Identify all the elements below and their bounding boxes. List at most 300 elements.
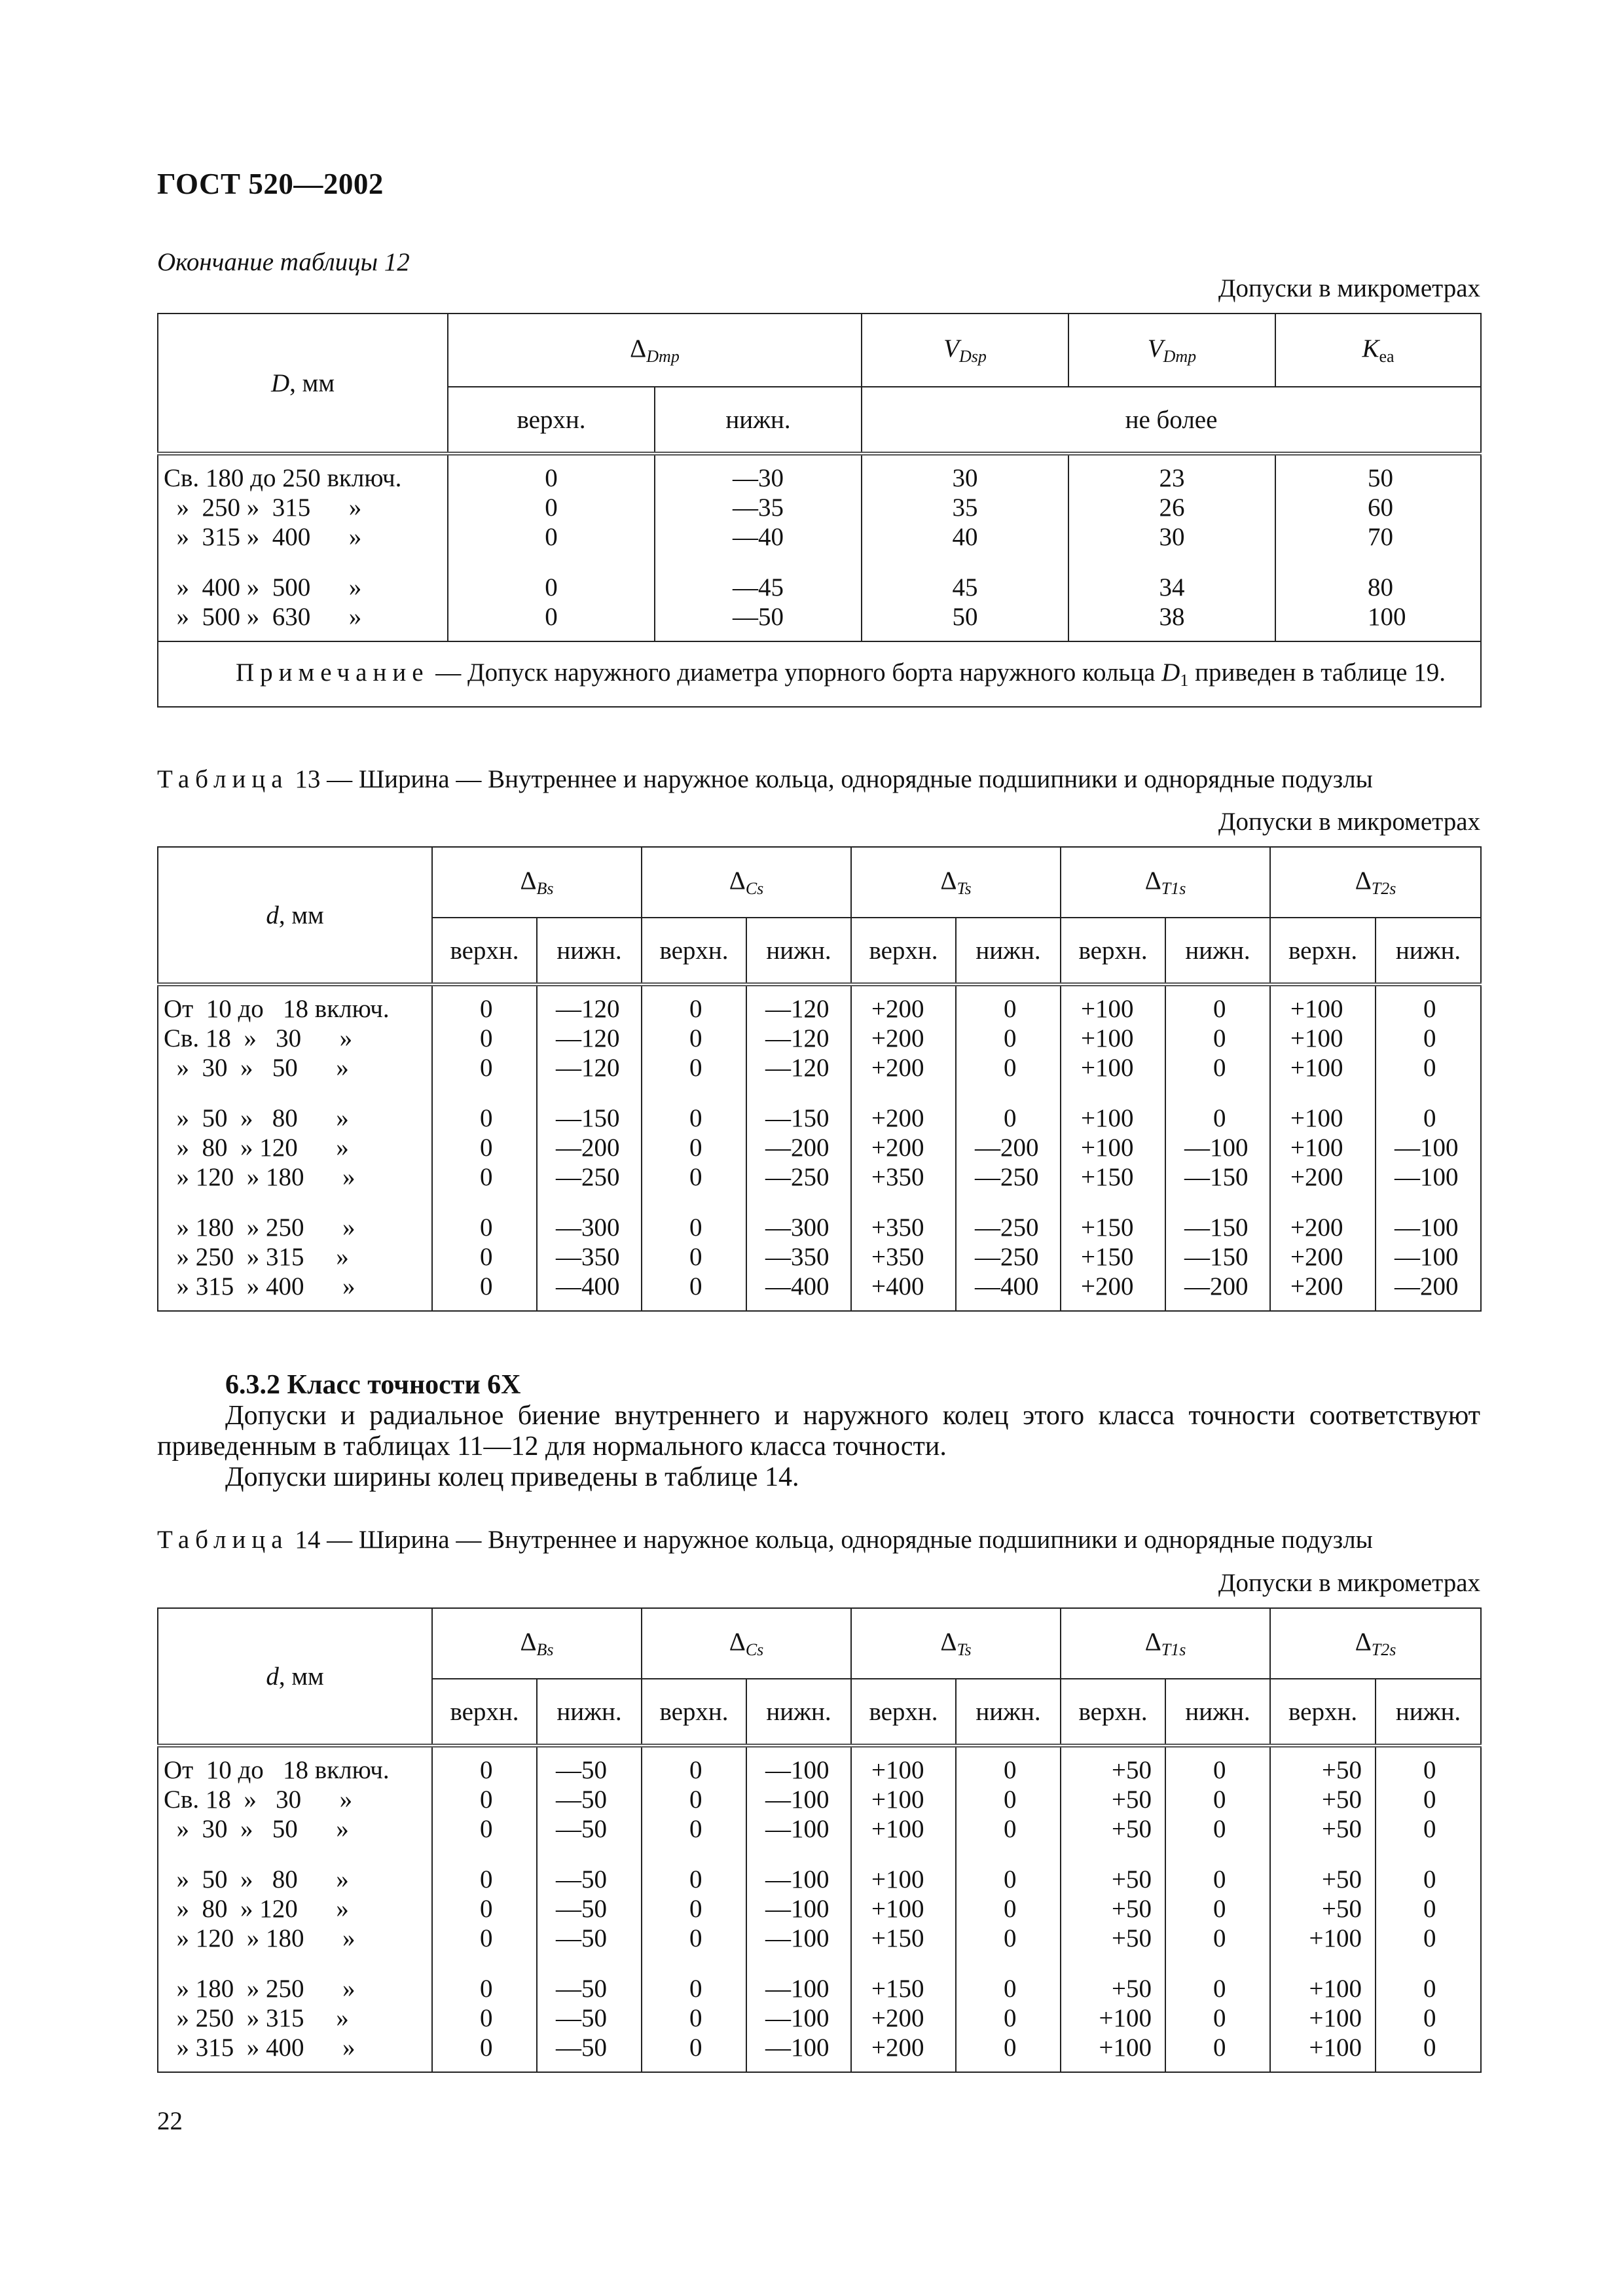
subheader-lower: нижн. xyxy=(956,1679,1061,1746)
header-diameter-unit: , мм xyxy=(278,1662,324,1691)
cell-value: 0 xyxy=(448,573,655,602)
subheader-lower: нижн. xyxy=(1376,1679,1481,1746)
cell-value: +100 xyxy=(1270,1024,1376,1053)
caption-word: Таблица xyxy=(157,765,289,793)
cell-value: —150 xyxy=(1165,1213,1270,1242)
cell-value: 0 xyxy=(642,1133,746,1162)
cell-value: —120 xyxy=(537,994,642,1024)
cell-value: —400 xyxy=(956,1272,1061,1301)
caption-text: 14 — Ширина — Внутреннее и наружное кольца, однорядные подшипники и однорядные подузлы xyxy=(288,1526,1373,1554)
delta-subscript: T2s xyxy=(1371,879,1396,898)
cell-value: 0 xyxy=(956,994,1061,1024)
subheader-lower: нижн. xyxy=(746,918,851,984)
cell-value: +200 xyxy=(1270,1162,1376,1192)
cell-value: —100 xyxy=(746,2033,851,2062)
cell-value: —150 xyxy=(537,1103,642,1133)
cell-value: 0 xyxy=(432,1814,537,1844)
note-text: — Допуск наружного диаметра упорного борта наружного кольца xyxy=(429,658,1162,687)
cell-value: 50 xyxy=(1275,463,1481,493)
v-subscript: Dmp xyxy=(1163,347,1197,366)
header-group xyxy=(642,1608,851,1679)
cell-value: 0 xyxy=(1165,1894,1270,1924)
cell-value: 0 xyxy=(1376,1053,1481,1083)
row-range: » 180 » 250 » xyxy=(158,1213,432,1242)
header-diameter xyxy=(158,847,432,984)
cell-value: 0 xyxy=(1376,1103,1481,1133)
cell-value: 0 xyxy=(642,1755,746,1785)
cell-value: +200 xyxy=(851,1103,956,1133)
delta-symbol: Δ xyxy=(1144,867,1161,895)
delta-subscript: T1s xyxy=(1161,1640,1186,1659)
table-row xyxy=(158,2003,1481,2033)
row-range: » 50 » 80 » xyxy=(158,1103,432,1133)
cell-value: +100 xyxy=(851,1894,956,1924)
cell-value: —150 xyxy=(1165,1242,1270,1272)
subheader-upper: верхн. xyxy=(851,918,956,984)
cell-value: —30 xyxy=(655,463,862,493)
cell-value: 0 xyxy=(1376,1924,1481,1953)
cell-value: —120 xyxy=(746,994,851,1024)
cell-value: 0 xyxy=(642,1894,746,1924)
table-row xyxy=(158,1814,1481,1844)
cell-value: 34 xyxy=(1068,573,1275,602)
cell-value: 0 xyxy=(642,1814,746,1844)
cell-value: 23 xyxy=(1068,463,1275,493)
cell-value: —35 xyxy=(655,493,862,522)
cell-value: 0 xyxy=(642,1103,746,1133)
header-group xyxy=(1270,847,1481,918)
cell-value: —50 xyxy=(537,1755,642,1785)
cell-value: 0 xyxy=(432,1103,537,1133)
table-row xyxy=(158,573,1481,602)
v-subscript: Dsp xyxy=(958,347,987,366)
cell-value: +50 xyxy=(1270,1865,1376,1894)
cell-value: —50 xyxy=(537,1814,642,1844)
cell-value: 0 xyxy=(1165,1755,1270,1785)
cell-value: +50 xyxy=(1061,1924,1165,1953)
header-group xyxy=(1061,1608,1270,1679)
table-continuation-label: Окончание таблицы 12 xyxy=(157,248,410,276)
cell-value: 80 xyxy=(1275,573,1481,602)
header-vdsp xyxy=(862,314,1068,387)
cell-value: —120 xyxy=(537,1024,642,1053)
cell-value: —200 xyxy=(1165,1272,1270,1301)
header-group xyxy=(1270,1608,1481,1679)
cell-value: 0 xyxy=(956,2003,1061,2033)
cell-value: 0 xyxy=(642,1213,746,1242)
table-row xyxy=(158,1024,1481,1053)
cell-value: —45 xyxy=(655,573,862,602)
table-12 xyxy=(157,313,1482,708)
cell-value: 0 xyxy=(1376,1785,1481,1814)
row-range: Св. 18 » 30 » xyxy=(158,1785,432,1814)
cell-value: 0 xyxy=(642,1272,746,1301)
row-range: Св. 180 до 250 включ. xyxy=(158,463,448,493)
cell-value: +200 xyxy=(1270,1242,1376,1272)
cell-value: —150 xyxy=(746,1103,851,1133)
table-14 xyxy=(157,1607,1482,2073)
subheader-lower: нижн. xyxy=(1165,918,1270,984)
table-row xyxy=(158,1162,1481,1192)
cell-value: 0 xyxy=(1165,2003,1270,2033)
cell-value: +50 xyxy=(1270,1755,1376,1785)
table-row xyxy=(158,1924,1481,1953)
cell-value: 0 xyxy=(432,1974,537,2003)
header-group xyxy=(1061,847,1270,918)
cell-value: 0 xyxy=(1376,1865,1481,1894)
k-symbol: K xyxy=(1362,334,1379,363)
units-note: Допуски в микрометрах xyxy=(1218,808,1480,836)
cell-value: —250 xyxy=(956,1213,1061,1242)
cell-value: —50 xyxy=(655,602,862,632)
subheader-max: не более xyxy=(862,387,1481,454)
cell-value: 0 xyxy=(432,1053,537,1083)
cell-value: —350 xyxy=(537,1242,642,1272)
caption-word: Таблица xyxy=(157,1526,289,1554)
cell-value: —200 xyxy=(956,1133,1061,1162)
cell-value: +200 xyxy=(851,1053,956,1083)
header-group xyxy=(851,847,1061,918)
cell-value: 0 xyxy=(448,602,655,632)
cell-value: 0 xyxy=(1376,1894,1481,1924)
row-range: » 30 » 50 » xyxy=(158,1814,432,1844)
row-range: От 10 до 18 включ. xyxy=(158,1755,432,1785)
cell-value: 0 xyxy=(1165,1024,1270,1053)
cell-value: 0 xyxy=(1165,1053,1270,1083)
cell-value: +200 xyxy=(1270,1213,1376,1242)
table-row xyxy=(158,602,1481,632)
cell-value: 0 xyxy=(1165,1974,1270,2003)
delta-symbol: Δ xyxy=(1144,1628,1161,1656)
cell-value: +100 xyxy=(1061,2033,1165,2062)
cell-value: 0 xyxy=(1165,1924,1270,1953)
cell-value: —50 xyxy=(537,1785,642,1814)
cell-value: —50 xyxy=(537,2003,642,2033)
cell-value: 30 xyxy=(862,463,1068,493)
subheader-upper: верхн. xyxy=(1061,1679,1165,1746)
cell-value: +200 xyxy=(851,2003,956,2033)
cell-value: 0 xyxy=(642,1865,746,1894)
row-range: » 180 » 250 » xyxy=(158,1974,432,2003)
cell-value: +50 xyxy=(1270,1814,1376,1844)
cell-value: +100 xyxy=(1270,2033,1376,2062)
delta-symbol: Δ xyxy=(1355,867,1372,895)
table-note xyxy=(158,641,1481,707)
delta-subscript: Ts xyxy=(957,1640,972,1659)
table-row xyxy=(158,1272,1481,1301)
row-range: » 315 » 400 » xyxy=(158,522,448,552)
cell-value: +50 xyxy=(1061,1894,1165,1924)
delta-symbol: Δ xyxy=(630,334,647,363)
header-vdmp xyxy=(1068,314,1275,387)
subheader-upper: верхн. xyxy=(1061,918,1165,984)
cell-value: 0 xyxy=(1376,1974,1481,2003)
table-row xyxy=(158,1785,1481,1814)
cell-value: +100 xyxy=(1061,1024,1165,1053)
cell-value: 0 xyxy=(432,1242,537,1272)
row-range: » 80 » 120 » xyxy=(158,1894,432,1924)
cell-value: 0 xyxy=(432,1024,537,1053)
cell-value: 0 xyxy=(956,1103,1061,1133)
cell-value: 0 xyxy=(432,1785,537,1814)
cell-value: +100 xyxy=(1270,1974,1376,2003)
header-diameter-unit: , мм xyxy=(278,901,324,929)
section-title: 6.3.2 Класс точности 6Х xyxy=(225,1370,521,1400)
cell-value: —100 xyxy=(746,2003,851,2033)
cell-value: 0 xyxy=(956,1755,1061,1785)
cell-value: +100 xyxy=(851,1755,956,1785)
delta-subscript: T1s xyxy=(1161,879,1186,898)
cell-value: —350 xyxy=(746,1242,851,1272)
row-range: » 400 » 500 » xyxy=(158,573,448,602)
cell-value: +50 xyxy=(1061,1865,1165,1894)
cell-value: 0 xyxy=(1376,994,1481,1024)
row-range: » 30 » 50 » xyxy=(158,1053,432,1083)
cell-value: +100 xyxy=(1270,2003,1376,2033)
table-row xyxy=(158,522,1481,552)
cell-value: 0 xyxy=(642,1974,746,2003)
note-label: Примечание xyxy=(236,658,429,687)
table-row xyxy=(158,1242,1481,1272)
table-row xyxy=(158,1133,1481,1162)
cell-value: 0 xyxy=(448,522,655,552)
units-note: Допуски в микрометрах xyxy=(1218,1569,1480,1597)
cell-value: +150 xyxy=(851,1924,956,1953)
row-range: » 250 » 315 » xyxy=(158,2003,432,2033)
cell-value: —300 xyxy=(537,1213,642,1242)
row-range: Св. 18 » 30 » xyxy=(158,1024,432,1053)
delta-subscript: Bs xyxy=(536,1640,554,1659)
subheader-upper: верхн. xyxy=(448,387,655,454)
delta-symbol: Δ xyxy=(1355,1628,1372,1656)
subheader-lower: нижн. xyxy=(956,918,1061,984)
cell-value: 0 xyxy=(1376,1814,1481,1844)
header-diameter-symbol: d xyxy=(266,901,279,929)
cell-value: 30 xyxy=(1068,522,1275,552)
cell-value: —50 xyxy=(537,2033,642,2062)
cell-value: —200 xyxy=(746,1133,851,1162)
cell-value: +100 xyxy=(851,1814,956,1844)
cell-value: 50 xyxy=(862,602,1068,632)
header-diameter-symbol: d xyxy=(266,1662,279,1691)
table-13 xyxy=(157,846,1482,1312)
row-range: » 250 » 315 » xyxy=(158,493,448,522)
table-row xyxy=(158,1053,1481,1083)
cell-value: 0 xyxy=(448,463,655,493)
cell-value: 0 xyxy=(432,1894,537,1924)
cell-value: +100 xyxy=(1061,1053,1165,1083)
cell-value: +100 xyxy=(1270,1053,1376,1083)
cell-value: 0 xyxy=(642,1924,746,1953)
cell-value: 0 xyxy=(956,1865,1061,1894)
cell-value: —100 xyxy=(1376,1242,1481,1272)
v-symbol: V xyxy=(1147,334,1163,363)
table-row xyxy=(158,1213,1481,1242)
page-number: 22 xyxy=(157,2107,183,2135)
delta-symbol: Δ xyxy=(520,867,537,895)
cell-value: +100 xyxy=(1061,2003,1165,2033)
row-range: » 315 » 400 » xyxy=(158,2033,432,2062)
note-tail: приведен в таблице 19. xyxy=(1188,658,1446,687)
cell-value: 70 xyxy=(1275,522,1481,552)
cell-value: —100 xyxy=(746,1755,851,1785)
cell-value: 0 xyxy=(956,1974,1061,2003)
table-row xyxy=(158,994,1481,1024)
subheader-upper: верхн. xyxy=(1270,1679,1376,1746)
cell-value: 0 xyxy=(642,1162,746,1192)
cell-value: 0 xyxy=(432,1272,537,1301)
header-group xyxy=(432,847,642,918)
table-row xyxy=(158,1974,1481,2003)
cell-value: —250 xyxy=(956,1242,1061,1272)
cell-value: —50 xyxy=(537,1974,642,2003)
cell-value: +150 xyxy=(1061,1242,1165,1272)
cell-value: —100 xyxy=(746,1974,851,2003)
cell-value: +50 xyxy=(1270,1894,1376,1924)
delta-subscript: Bs xyxy=(536,879,554,898)
cell-value: —250 xyxy=(746,1162,851,1192)
cell-value: —150 xyxy=(1165,1162,1270,1192)
cell-value: 0 xyxy=(956,1024,1061,1053)
section-paragraph-1 xyxy=(157,1401,1480,1462)
subheader-upper: верхн. xyxy=(432,918,537,984)
cell-value: —200 xyxy=(537,1133,642,1162)
delta-symbol: Δ xyxy=(729,867,746,895)
cell-value: 100 xyxy=(1275,602,1481,632)
cell-value: 0 xyxy=(1165,2033,1270,2062)
units-note: Допуски в микрометрах xyxy=(1218,274,1480,302)
cell-value: —400 xyxy=(746,1272,851,1301)
row-range: » 120 » 180 » xyxy=(158,1924,432,1953)
cell-value: 0 xyxy=(956,1924,1061,1953)
cell-value: 38 xyxy=(1068,602,1275,632)
cell-value: —40 xyxy=(655,522,862,552)
caption-text: 13 — Ширина — Внутреннее и наружное кольца, однорядные подшипники и однорядные подузлы xyxy=(288,765,1373,793)
delta-symbol: Δ xyxy=(940,1628,957,1656)
cell-value: —100 xyxy=(1376,1133,1481,1162)
cell-value: 0 xyxy=(642,1785,746,1814)
table-row xyxy=(158,2033,1481,2062)
cell-value: —100 xyxy=(746,1814,851,1844)
row-range: » 315 » 400 » xyxy=(158,1272,432,1301)
row-range: » 120 » 180 » xyxy=(158,1162,432,1192)
cell-value: 0 xyxy=(956,1785,1061,1814)
subheader-lower: нижн. xyxy=(1165,1679,1270,1746)
cell-value: 0 xyxy=(642,1024,746,1053)
cell-value: 0 xyxy=(642,2003,746,2033)
subheader-upper: верхн. xyxy=(432,1679,537,1746)
row-range: » 50 » 80 » xyxy=(158,1865,432,1894)
cell-value: —250 xyxy=(956,1162,1061,1192)
subheader-upper: верхн. xyxy=(642,1679,746,1746)
cell-value: +150 xyxy=(851,1974,956,2003)
cell-value: +100 xyxy=(1270,1133,1376,1162)
subheader-lower: нижн. xyxy=(1376,918,1481,984)
delta-symbol: Δ xyxy=(729,1628,746,1656)
header-diameter-unit: , мм xyxy=(289,368,335,397)
delta-subscript: Ts xyxy=(957,879,972,898)
table-row xyxy=(158,1865,1481,1894)
cell-value: +200 xyxy=(851,1133,956,1162)
cell-value: —120 xyxy=(746,1024,851,1053)
paragraph-text: Допуски ширины колец приведены в таблице 14. xyxy=(225,1462,799,1492)
header-diameter xyxy=(158,1608,432,1746)
cell-value: —100 xyxy=(1376,1213,1481,1242)
cell-value: +100 xyxy=(1061,1133,1165,1162)
cell-value: +100 xyxy=(1061,1103,1165,1133)
table-row xyxy=(158,463,1481,493)
cell-value: —120 xyxy=(746,1053,851,1083)
cell-value: —400 xyxy=(537,1272,642,1301)
cell-value: 0 xyxy=(956,1053,1061,1083)
cell-value: 45 xyxy=(862,573,1068,602)
cell-value: —300 xyxy=(746,1213,851,1242)
table-row xyxy=(158,1103,1481,1133)
table-13-caption xyxy=(157,764,1373,794)
standard-header: ГОСТ 520—2002 xyxy=(157,168,384,200)
cell-value: 0 xyxy=(432,1865,537,1894)
cell-value: 0 xyxy=(642,994,746,1024)
cell-value: 0 xyxy=(1165,1103,1270,1133)
cell-value: —120 xyxy=(537,1053,642,1083)
subheader-lower: нижн. xyxy=(655,387,862,454)
header-group xyxy=(642,847,851,918)
cell-value: +400 xyxy=(851,1272,956,1301)
cell-value: +200 xyxy=(1270,1272,1376,1301)
delta-subscript: Cs xyxy=(745,1640,764,1659)
cell-value: —100 xyxy=(746,1865,851,1894)
cell-value: 0 xyxy=(956,1894,1061,1924)
cell-value: 0 xyxy=(642,1053,746,1083)
cell-value: +150 xyxy=(1061,1162,1165,1192)
cell-value: —200 xyxy=(1376,1272,1481,1301)
table-14-caption xyxy=(157,1525,1373,1554)
cell-value: 0 xyxy=(432,1213,537,1242)
cell-value: 0 xyxy=(432,1162,537,1192)
cell-value: 0 xyxy=(1376,1755,1481,1785)
cell-value: —100 xyxy=(746,1894,851,1924)
header-delta-dmp xyxy=(448,314,862,387)
cell-value: +350 xyxy=(851,1242,956,1272)
row-range: » 500 » 630 » xyxy=(158,602,448,632)
cell-value: 0 xyxy=(432,2003,537,2033)
cell-value: 0 xyxy=(956,1814,1061,1844)
cell-value: +200 xyxy=(1061,1272,1165,1301)
subheader-lower: нижн. xyxy=(537,918,642,984)
paragraph-text: Допуски и радиальное биение внутреннего и наружного колец этого класса точности соответствуют приведенным в таблицах 11—12 для нормального класса точности. xyxy=(157,1401,1480,1462)
cell-value: +350 xyxy=(851,1162,956,1192)
cell-value: +100 xyxy=(1270,1103,1376,1133)
cell-value: +200 xyxy=(851,994,956,1024)
row-range: » 80 » 120 » xyxy=(158,1133,432,1162)
cell-value: 0 xyxy=(1376,2003,1481,2033)
delta-symbol: Δ xyxy=(940,867,957,895)
cell-value: +200 xyxy=(851,2033,956,2062)
header-diameter-symbol: D xyxy=(270,368,290,397)
header-kea xyxy=(1275,314,1481,387)
header-diameter xyxy=(158,314,448,454)
delta-symbol: Δ xyxy=(520,1628,537,1656)
k-subscript: ea xyxy=(1379,347,1395,366)
section-paragraph-2 xyxy=(157,1462,1480,1493)
table-row xyxy=(158,1894,1481,1924)
cell-value: 0 xyxy=(432,1133,537,1162)
v-symbol: V xyxy=(943,334,959,363)
cell-value: —50 xyxy=(537,1894,642,1924)
cell-value: 0 xyxy=(956,2033,1061,2062)
cell-value: +100 xyxy=(1270,994,1376,1024)
cell-value: 0 xyxy=(432,1924,537,1953)
